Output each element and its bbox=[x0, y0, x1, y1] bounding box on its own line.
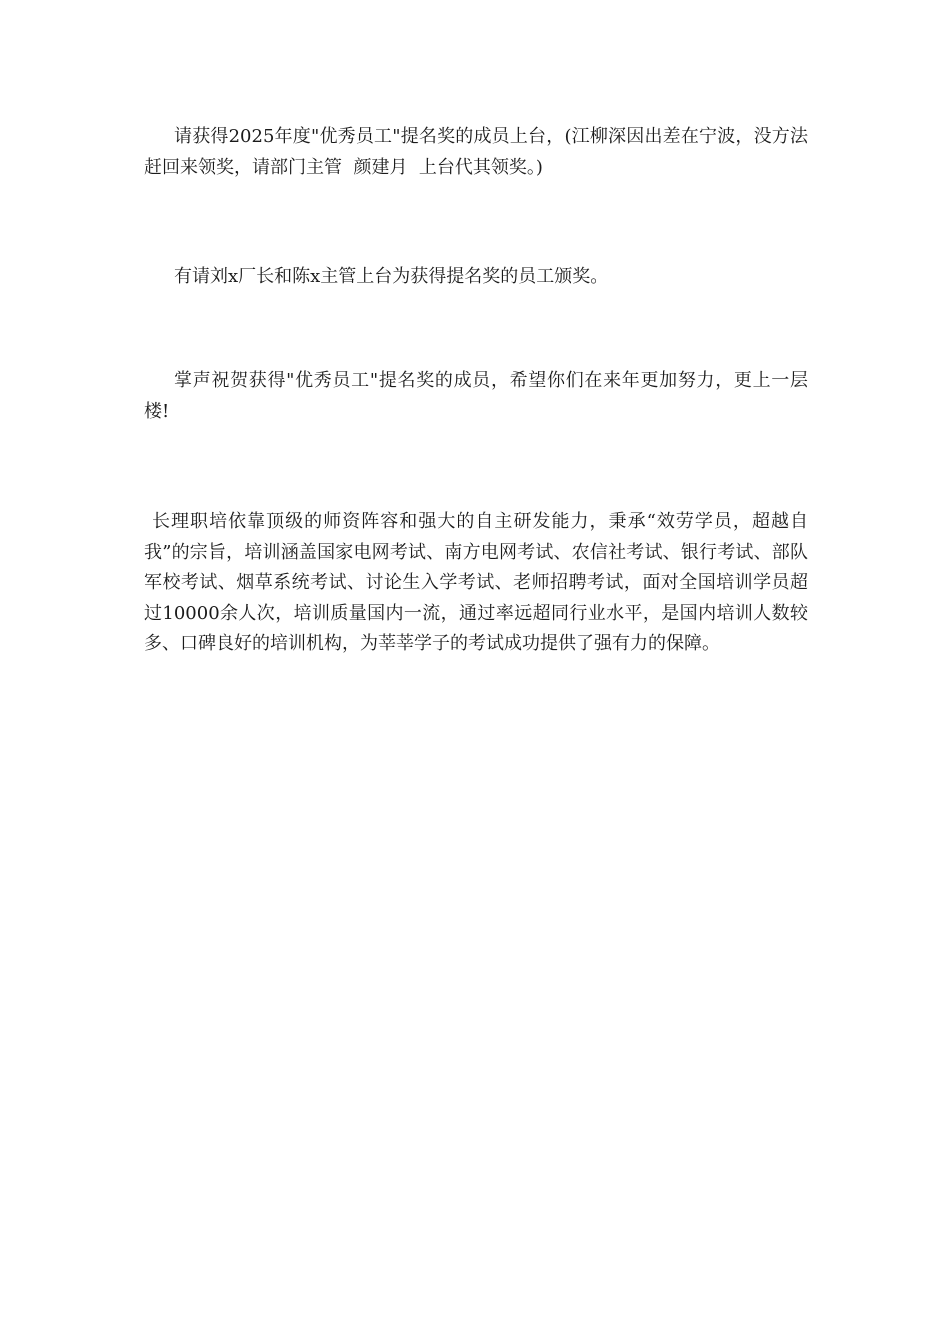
paragraph-congratulations: 掌声祝贺获得"优秀员工"提名奖的成员，希望你们在来年更加努力，更上一层楼! bbox=[144, 370, 808, 422]
paragraph-presenters: 有请刘x厂长和陈x主管上台为获得提名奖的员工颁奖。 bbox=[174, 266, 609, 287]
paragraph-training-ad: 长理职培依靠顶级的师资阵容和强大的自主研发能力，秉承“效劳学员，超越自我”的宗旨，培训涵盖国家电网考试、南方电网考试、农信社考试、银行考试、部队军校考试、烟草系统考试、讨论生入学考试、老师招聘考试，面对全国培训学员超过10000余人次，培训质量国内一流，通过率远超同行业水平，是国内培训人数较多、口碑良好的培训机构，为莘莘学子的考试成功提供了强有力的保障。 bbox=[144, 511, 808, 654]
paragraph-award-nominees: 请获得2025年度"优秀员工"提名奖的成员上台，(江柳深因出差在宁波，没方法赶回来领奖，请部门主管 颜建月 上台代其领奖。) bbox=[144, 126, 808, 178]
